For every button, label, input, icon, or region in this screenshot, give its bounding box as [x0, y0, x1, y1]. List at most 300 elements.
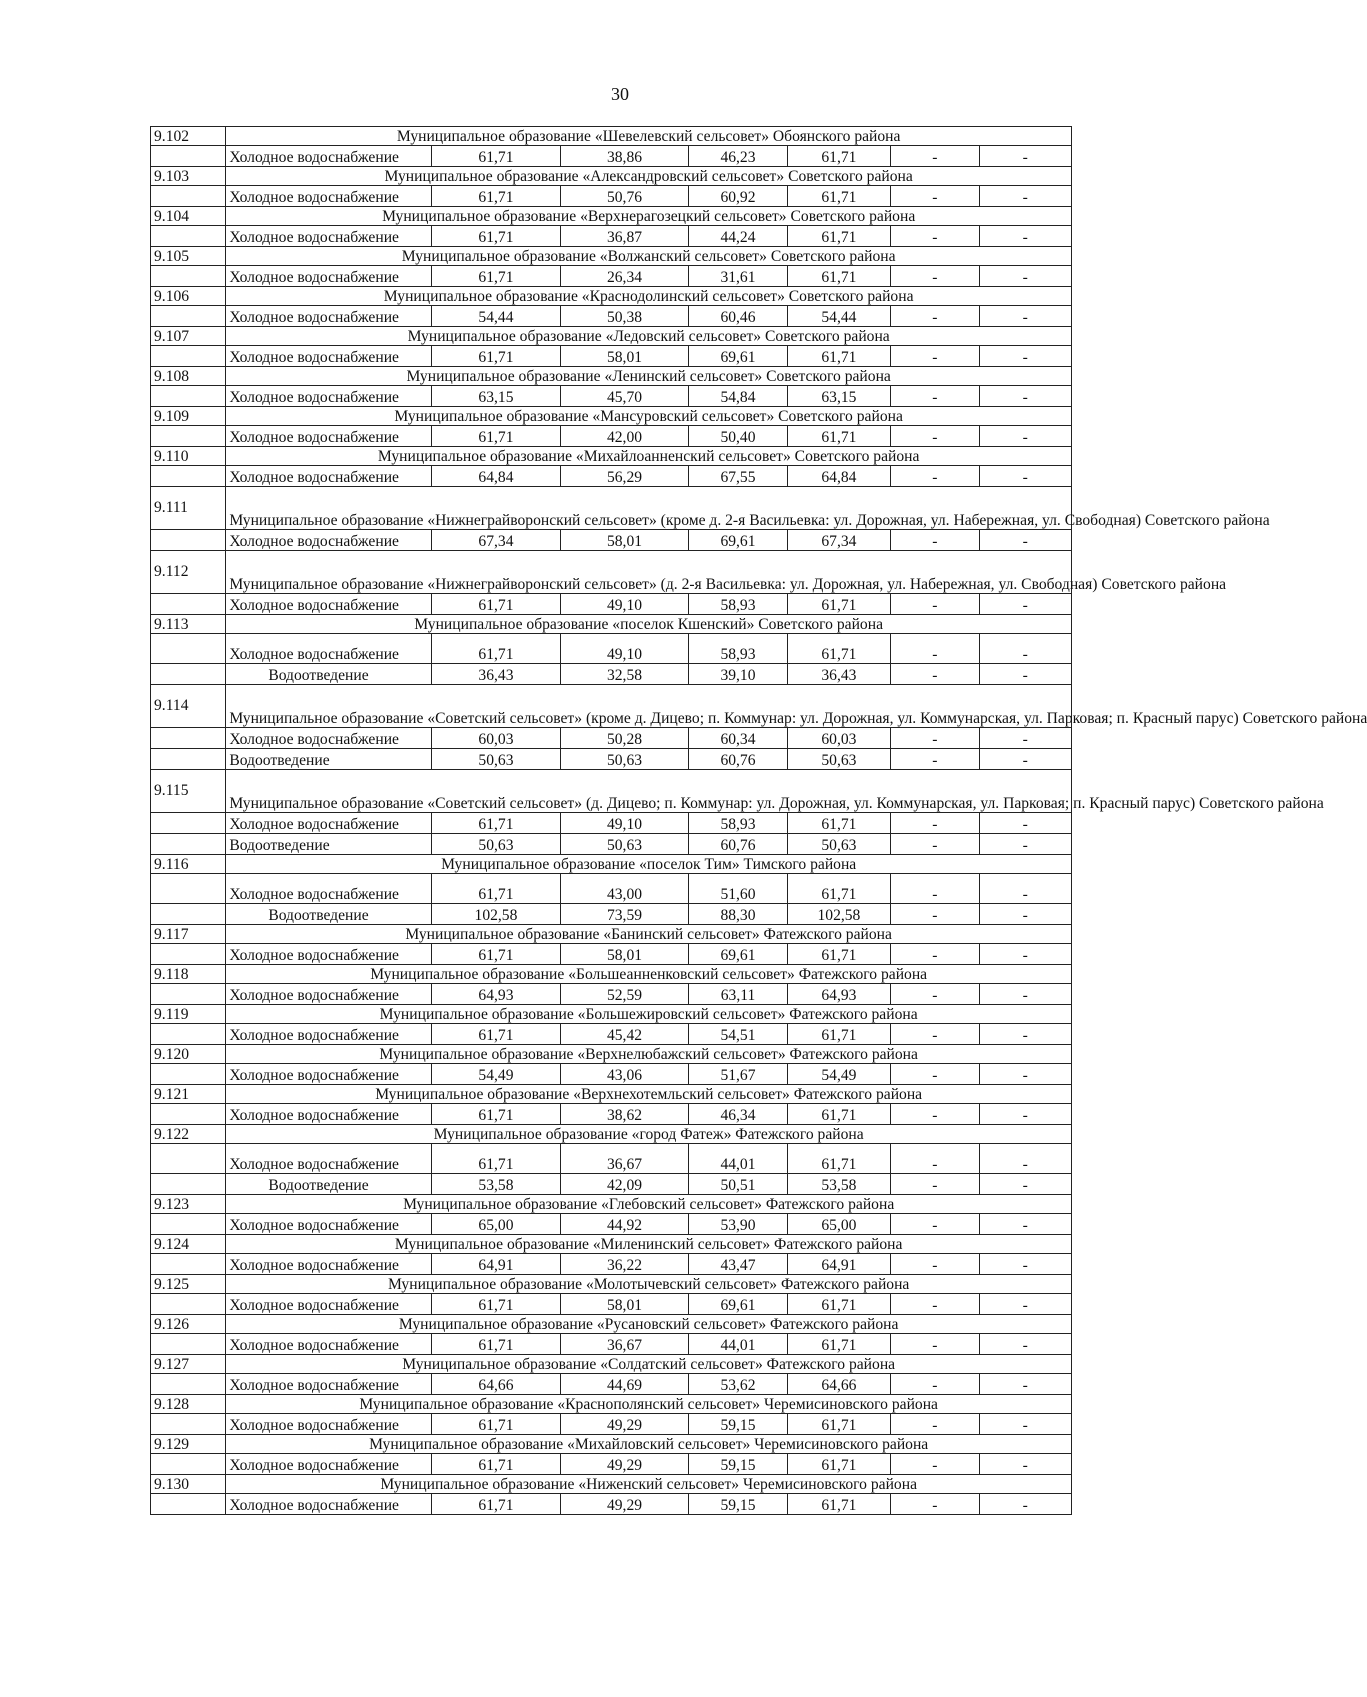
service-name: Холодное водоснабжение [226, 226, 432, 247]
service-name: Водоотведение [226, 749, 432, 770]
table-row [151, 1024, 1072, 1045]
tariff-value-1: 61,71 [432, 346, 561, 367]
tariff-value-6: - [979, 1104, 1071, 1125]
table-row [151, 146, 1072, 167]
item-number-cell [151, 1254, 226, 1275]
tariff-value-5: - [891, 530, 979, 551]
tariff-value-4: 61,71 [787, 944, 890, 965]
item-number-cell [151, 984, 226, 1005]
service-name: Холодное водоснабжение [226, 594, 432, 615]
tariff-value-3: 59,15 [689, 1494, 787, 1515]
service-name: Холодное водоснабжение [226, 874, 432, 904]
table-row [151, 1144, 1072, 1174]
service-name: Водоотведение [226, 664, 432, 685]
service-name: Холодное водоснабжение [226, 346, 432, 367]
table-row [151, 426, 1072, 447]
table-row [151, 594, 1072, 615]
item-number: 9.105 [151, 247, 226, 266]
tariff-value-4: 64,91 [787, 1254, 890, 1275]
tariff-value-1: 64,93 [432, 984, 561, 1005]
item-number-cell [151, 530, 226, 551]
table-row [151, 1064, 1072, 1085]
tariff-value-5: - [891, 1494, 979, 1515]
item-number-cell [151, 728, 226, 749]
tariff-value-6: - [979, 874, 1071, 904]
tariff-value-6: - [979, 1254, 1071, 1275]
group-header-row [151, 327, 1072, 346]
tariff-value-3: 46,34 [689, 1104, 787, 1125]
tariff-value-6: - [979, 594, 1071, 615]
tariff-value-5: - [891, 1064, 979, 1085]
table-row [151, 466, 1072, 487]
tariff-value-1: 61,71 [432, 146, 561, 167]
tariff-value-1: 67,34 [432, 530, 561, 551]
tariff-value-6: - [979, 944, 1071, 965]
tariff-value-4: 61,71 [787, 186, 890, 207]
item-number: 9.104 [151, 207, 226, 226]
item-number: 9.109 [151, 407, 226, 426]
tariff-value-3: 60,76 [689, 834, 787, 855]
service-name: Холодное водоснабжение [226, 1214, 432, 1235]
tariff-value-2: 58,01 [560, 346, 689, 367]
tariff-value-2: 43,06 [560, 1064, 689, 1085]
tariff-value-4: 61,71 [787, 874, 890, 904]
tariff-value-1: 36,43 [432, 664, 561, 685]
tariff-value-2: 58,01 [560, 1294, 689, 1315]
tariff-value-2: 36,67 [560, 1144, 689, 1174]
municipality-title: Муниципальное образование «Краснодолинский сельсовет» Советского района [226, 287, 1072, 306]
service-name: Холодное водоснабжение [226, 1294, 432, 1315]
tariff-value-3: 60,34 [689, 728, 787, 749]
item-number: 9.130 [151, 1475, 226, 1494]
tariff-value-5: - [891, 944, 979, 965]
tariff-value-2: 50,28 [560, 728, 689, 749]
tariff-value-6: - [979, 1294, 1071, 1315]
table-row [151, 664, 1072, 685]
tariff-value-4: 61,71 [787, 346, 890, 367]
tariff-value-1: 61,71 [432, 1144, 561, 1174]
tariff-value-4: 67,34 [787, 530, 890, 551]
municipality-title: Муниципальное образование «Русановский сельсовет» Фатежского района [226, 1315, 1072, 1334]
table-row [151, 1494, 1072, 1515]
tariff-value-5: - [891, 146, 979, 167]
tariff-value-3: 58,93 [689, 594, 787, 615]
service-name: Холодное водоснабжение [226, 1024, 432, 1045]
tariff-value-6: - [979, 728, 1071, 749]
tariff-value-2: 49,29 [560, 1454, 689, 1475]
group-header-row [151, 855, 1072, 874]
tariff-value-6: - [979, 984, 1071, 1005]
tariff-value-2: 44,69 [560, 1374, 689, 1395]
tariff-value-5: - [891, 1374, 979, 1395]
tariff-value-4: 61,71 [787, 1024, 890, 1045]
table-row [151, 984, 1072, 1005]
item-number: 9.106 [151, 287, 226, 306]
tariff-value-3: 39,10 [689, 664, 787, 685]
item-number: 9.125 [151, 1275, 226, 1294]
tariff-value-4: 60,03 [787, 728, 890, 749]
table-row [151, 1414, 1072, 1435]
tariff-value-6: - [979, 813, 1071, 834]
item-number-cell [151, 664, 226, 685]
tariff-value-4: 61,71 [787, 1144, 890, 1174]
tariff-value-3: 63,11 [689, 984, 787, 1005]
item-number-cell [151, 1494, 226, 1515]
service-name: Холодное водоснабжение [226, 530, 432, 551]
service-name: Водоотведение [226, 904, 432, 925]
tariff-value-2: 73,59 [560, 904, 689, 925]
tariff-value-4: 61,71 [787, 1294, 890, 1315]
tariff-value-6: - [979, 1374, 1071, 1395]
item-number: 9.119 [151, 1005, 226, 1024]
tariff-value-2: 32,58 [560, 664, 689, 685]
tariff-value-6: - [979, 346, 1071, 367]
tariff-value-6: - [979, 1064, 1071, 1085]
tariff-value-3: 58,93 [689, 634, 787, 664]
tariff-value-4: 65,00 [787, 1214, 890, 1235]
municipality-title: Муниципальное образование «Советский сельсовет» (д. Дицево; п. Коммунар: ул. Дорожная, ул. Коммунарская, ул. Парковая; п. Красный парус) Советского района [226, 770, 1072, 813]
tariff-value-5: - [891, 664, 979, 685]
item-number-cell [151, 874, 226, 904]
tariff-value-3: 69,61 [689, 346, 787, 367]
tariff-table-body [151, 127, 1367, 1515]
tariff-value-1: 61,71 [432, 426, 561, 447]
group-header-row [151, 1275, 1072, 1294]
tariff-value-6: - [979, 186, 1071, 207]
tariff-value-2: 49,10 [560, 594, 689, 615]
tariff-value-2: 50,38 [560, 306, 689, 327]
item-number-cell [151, 1454, 226, 1475]
tariff-value-2: 50,63 [560, 834, 689, 855]
tariff-value-5: - [891, 634, 979, 664]
table-row [151, 1374, 1072, 1395]
tariff-value-4: 64,93 [787, 984, 890, 1005]
service-name: Холодное водоснабжение [226, 426, 432, 447]
tariff-value-3: 43,47 [689, 1254, 787, 1275]
table-row [151, 1254, 1072, 1275]
tariff-value-4: 61,71 [787, 634, 890, 664]
item-number-cell [151, 306, 226, 327]
tariff-value-1: 61,71 [432, 226, 561, 247]
tariff-value-5: - [891, 226, 979, 247]
municipality-title: Муниципальное образование «Михайлоанненский сельсовет» Советского района [226, 447, 1072, 466]
service-name: Холодное водоснабжение [226, 1334, 432, 1355]
tariff-value-3: 59,15 [689, 1454, 787, 1475]
tariff-value-2: 52,59 [560, 984, 689, 1005]
service-name: Холодное водоснабжение [226, 1454, 432, 1475]
tariff-value-1: 102,58 [432, 904, 561, 925]
tariff-value-5: - [891, 1334, 979, 1355]
tariff-value-2: 38,86 [560, 146, 689, 167]
tariff-value-5: - [891, 466, 979, 487]
municipality-title: Муниципальное образование «Миленинский сельсовет» Фатежского района [226, 1235, 1072, 1254]
tariff-value-4: 50,63 [787, 834, 890, 855]
municipality-title: Муниципальное образование «Михайловский сельсовет» Черемисиновского района [226, 1435, 1072, 1454]
item-number: 9.111 [151, 487, 226, 530]
tariff-value-6: - [979, 1334, 1071, 1355]
tariff-value-3: 44,24 [689, 226, 787, 247]
item-number: 9.120 [151, 1045, 226, 1064]
tariff-value-5: - [891, 1214, 979, 1235]
tariff-value-5: - [891, 1454, 979, 1475]
tariff-value-3: 53,62 [689, 1374, 787, 1395]
municipality-title: Муниципальное образование «Советский сельсовет» (кроме д. Дицево; п. Коммунар: ул. Дорожная, ул. Коммунарская, ул. Парковая; п. Красный парус) Советского района [226, 685, 1072, 728]
tariff-value-1: 61,71 [432, 266, 561, 287]
tariff-value-2: 42,09 [560, 1174, 689, 1195]
tariff-value-2: 49,29 [560, 1414, 689, 1435]
tariff-value-1: 61,71 [432, 1494, 561, 1515]
service-name: Водоотведение [226, 1174, 432, 1195]
tariff-value-4: 61,71 [787, 426, 890, 447]
tariff-value-6: - [979, 634, 1071, 664]
service-name: Холодное водоснабжение [226, 386, 432, 407]
tariff-value-4: 63,15 [787, 386, 890, 407]
group-header-row [151, 1395, 1072, 1414]
service-name: Холодное водоснабжение [226, 1144, 432, 1174]
item-number-cell [151, 466, 226, 487]
table-row [151, 944, 1072, 965]
item-number: 9.102 [151, 127, 226, 146]
tariff-value-6: - [979, 1174, 1071, 1195]
item-number: 9.107 [151, 327, 226, 346]
item-number-cell [151, 813, 226, 834]
service-name: Холодное водоснабжение [226, 728, 432, 749]
tariff-value-5: - [891, 1174, 979, 1195]
tariff-value-1: 61,71 [432, 813, 561, 834]
municipality-title: Муниципальное образование «Большеанненковский сельсовет» Фатежского района [226, 965, 1072, 984]
tariff-value-5: - [891, 186, 979, 207]
table-row [151, 306, 1072, 327]
table-row [151, 634, 1072, 664]
item-number-cell [151, 346, 226, 367]
tariff-value-3: 53,90 [689, 1214, 787, 1235]
tariff-value-3: 46,23 [689, 146, 787, 167]
group-header-row [151, 1475, 1072, 1494]
tariff-value-6: - [979, 749, 1071, 770]
tariff-value-2: 26,34 [560, 266, 689, 287]
tariff-value-2: 44,92 [560, 1214, 689, 1235]
tariff-value-4: 61,71 [787, 266, 890, 287]
item-number-cell [151, 146, 226, 167]
tariff-value-5: - [891, 728, 979, 749]
tariff-value-5: - [891, 306, 979, 327]
municipality-title: Муниципальное образование «Банинский сельсовет» Фатежского района [226, 925, 1072, 944]
tariff-value-5: - [891, 386, 979, 407]
tariff-value-6: - [979, 426, 1071, 447]
item-number-cell [151, 1144, 226, 1174]
service-name: Холодное водоснабжение [226, 1414, 432, 1435]
tariff-value-6: - [979, 664, 1071, 685]
tariff-value-6: - [979, 1454, 1071, 1475]
group-header-row [151, 367, 1072, 386]
tariff-value-5: - [891, 1414, 979, 1435]
service-name: Холодное водоснабжение [226, 984, 432, 1005]
table-row [151, 346, 1072, 367]
group-header-row [151, 207, 1072, 226]
group-header-row [151, 167, 1072, 186]
group-header-row [151, 1195, 1072, 1214]
tariff-value-5: - [891, 1024, 979, 1045]
tariff-value-5: - [891, 874, 979, 904]
municipality-title: Муниципальное образование «город Фатеж» Фатежского района [226, 1125, 1072, 1144]
tariff-value-1: 61,71 [432, 1294, 561, 1315]
tariff-value-1: 61,71 [432, 186, 561, 207]
municipality-title: Муниципальное образование «Ниженский сельсовет» Черемисиновского района [226, 1475, 1072, 1494]
item-number-cell [151, 1064, 226, 1085]
group-header-row [151, 1085, 1072, 1104]
tariff-value-6: - [979, 530, 1071, 551]
tariff-value-5: - [891, 904, 979, 925]
tariff-value-1: 63,15 [432, 386, 561, 407]
tariff-value-5: - [891, 266, 979, 287]
tariff-value-2: 36,87 [560, 226, 689, 247]
item-number-cell [151, 749, 226, 770]
item-number-cell [151, 1334, 226, 1355]
tariff-value-5: - [891, 594, 979, 615]
tariff-value-3: 67,55 [689, 466, 787, 487]
tariff-value-5: - [891, 1144, 979, 1174]
item-number: 9.110 [151, 447, 226, 466]
item-number: 9.112 [151, 551, 226, 594]
tariff-value-5: - [891, 346, 979, 367]
group-header-row [151, 965, 1072, 984]
item-number-cell [151, 186, 226, 207]
item-number: 9.127 [151, 1355, 226, 1374]
tariff-value-5: - [891, 1254, 979, 1275]
tariff-value-4: 64,66 [787, 1374, 890, 1395]
service-name: Холодное водоснабжение [226, 466, 432, 487]
municipality-title: Муниципальное образование «Краснополянский сельсовет» Черемисиновского района [226, 1395, 1072, 1414]
tariff-value-1: 50,63 [432, 834, 561, 855]
tariff-value-4: 61,71 [787, 594, 890, 615]
item-number-cell [151, 426, 226, 447]
group-header-row [151, 127, 1072, 146]
tariff-value-6: - [979, 1024, 1071, 1045]
service-name: Холодное водоснабжение [226, 1254, 432, 1275]
table-row [151, 874, 1072, 904]
service-name: Холодное водоснабжение [226, 1374, 432, 1395]
item-number-cell [151, 1374, 226, 1395]
tariff-value-3: 58,93 [689, 813, 787, 834]
tariff-value-6: - [979, 1144, 1071, 1174]
tariff-value-4: 61,71 [787, 146, 890, 167]
item-number: 9.129 [151, 1435, 226, 1454]
item-number-cell [151, 1214, 226, 1235]
tariff-value-6: - [979, 834, 1071, 855]
table-row [151, 266, 1072, 287]
tariff-value-4: 61,71 [787, 1494, 890, 1515]
item-number: 9.117 [151, 925, 226, 944]
item-number: 9.115 [151, 770, 226, 813]
group-header-row [151, 1315, 1072, 1334]
tariff-value-1: 53,58 [432, 1174, 561, 1195]
group-header-row [151, 407, 1072, 426]
tariff-value-3: 50,40 [689, 426, 787, 447]
service-name: Холодное водоснабжение [226, 944, 432, 965]
tariff-value-1: 54,44 [432, 306, 561, 327]
item-number-cell [151, 386, 226, 407]
tariff-value-6: - [979, 1414, 1071, 1435]
municipality-title: Муниципальное образование «Большежировский сельсовет» Фатежского района [226, 1005, 1072, 1024]
tariff-value-6: - [979, 466, 1071, 487]
tariff-value-3: 44,01 [689, 1334, 787, 1355]
item-number: 9.121 [151, 1085, 226, 1104]
municipality-title: Муниципальное образование «Нижнеграйворонский сельсовет» (кроме д. 2-я Васильевка: ул. Дорожная, ул. Набережная, ул. Свободная) Советского района [226, 487, 1072, 530]
item-number: 9.124 [151, 1235, 226, 1254]
tariff-value-1: 61,71 [432, 1104, 561, 1125]
group-header-row [151, 1005, 1072, 1024]
service-name: Холодное водоснабжение [226, 306, 432, 327]
municipality-title: Муниципальное образование «Ледовский сельсовет» Советского района [226, 327, 1072, 346]
tariff-value-3: 69,61 [689, 530, 787, 551]
tariff-value-2: 49,10 [560, 634, 689, 664]
item-number: 9.103 [151, 167, 226, 186]
group-header-row [151, 1235, 1072, 1254]
table-row [151, 186, 1072, 207]
group-header-row [151, 247, 1072, 266]
tariff-value-1: 60,03 [432, 728, 561, 749]
item-number: 9.122 [151, 1125, 226, 1144]
tariff-value-3: 59,15 [689, 1414, 787, 1435]
service-name: Холодное водоснабжение [226, 1104, 432, 1125]
tariff-value-1: 61,71 [432, 944, 561, 965]
tariff-value-1: 54,49 [432, 1064, 561, 1085]
group-header-row [151, 1435, 1072, 1454]
tariff-value-2: 56,29 [560, 466, 689, 487]
municipality-title: Муниципальное образование «Нижнеграйворонский сельсовет» (д. 2-я Васильевка: ул. Дорожная, ул. Набережная, ул. Свободная) Советского района [226, 551, 1072, 594]
group-header-row [151, 551, 1072, 594]
item-number: 9.118 [151, 965, 226, 984]
tariff-value-3: 60,76 [689, 749, 787, 770]
table-row [151, 1454, 1072, 1475]
municipality-title: Муниципальное образование «Александровский сельсовет» Советского района [226, 167, 1072, 186]
tariff-value-1: 61,71 [432, 594, 561, 615]
table-row [151, 1294, 1072, 1315]
tariff-value-4: 102,58 [787, 904, 890, 925]
municipality-title: Муниципальное образование «Молотычевский сельсовет» Фатежского района [226, 1275, 1072, 1294]
service-name: Водоотведение [226, 834, 432, 855]
table-row [151, 226, 1072, 247]
municipality-title: Муниципальное образование «Ленинский сельсовет» Советского района [226, 367, 1072, 386]
tariff-value-6: - [979, 146, 1071, 167]
tariff-value-3: 60,46 [689, 306, 787, 327]
page-number: 30 [611, 84, 629, 104]
tariff-value-2: 50,63 [560, 749, 689, 770]
tariff-value-3: 60,92 [689, 186, 787, 207]
table-row [151, 530, 1072, 551]
tariff-value-2: 58,01 [560, 530, 689, 551]
item-number-cell [151, 944, 226, 965]
tariff-value-2: 42,00 [560, 426, 689, 447]
table-row [151, 813, 1072, 834]
municipality-title: Муниципальное образование «Волжанский сельсовет» Советского района [226, 247, 1072, 266]
tariff-value-2: 45,42 [560, 1024, 689, 1045]
municipality-title: Муниципальное образование «Верхнерагозецкий сельсовет» Советского района [226, 207, 1072, 226]
table-row [151, 904, 1072, 925]
tariff-value-5: - [891, 813, 979, 834]
service-name: Холодное водоснабжение [226, 1064, 432, 1085]
table-row [151, 1214, 1072, 1235]
service-name: Холодное водоснабжение [226, 1494, 432, 1515]
service-name: Холодное водоснабжение [226, 266, 432, 287]
item-number: 9.108 [151, 367, 226, 386]
tariff-value-3: 51,67 [689, 1064, 787, 1085]
tariff-value-3: 54,84 [689, 386, 787, 407]
tariff-value-6: - [979, 386, 1071, 407]
tariff-value-1: 64,84 [432, 466, 561, 487]
municipality-title: Муниципальное образование «Солдатский сельсовет» Фатежского района [226, 1355, 1072, 1374]
tariff-value-5: - [891, 984, 979, 1005]
